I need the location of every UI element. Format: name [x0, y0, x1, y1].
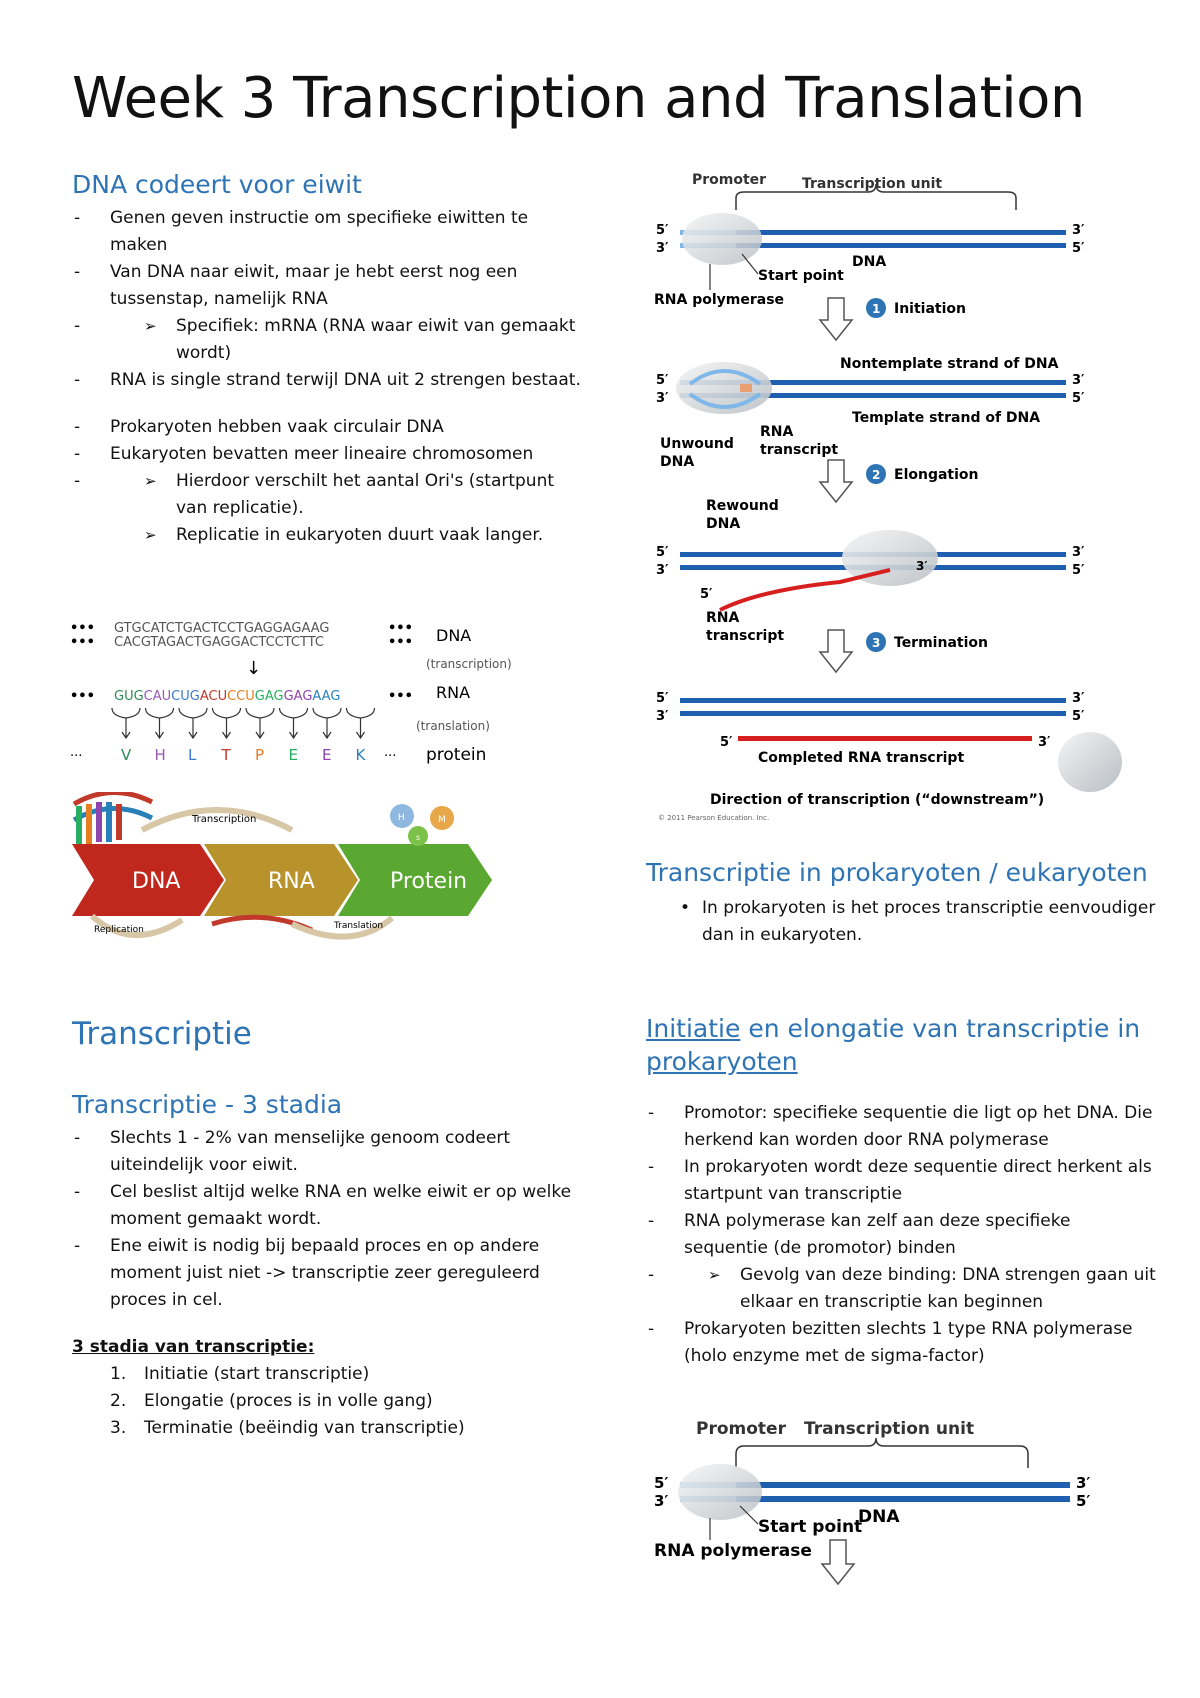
list-item: [646, 1262, 1156, 1316]
label-initiation: Initiation: [894, 301, 966, 317]
label-start-point: Start point: [758, 1517, 863, 1537]
sub-item: ➢ - Specifiek: mRNA (RNA waar eiwit van gemaakt wordt): [140, 313, 582, 367]
label-transcription: (transcription): [426, 657, 512, 671]
label-rewound-dna: DNA: [706, 516, 741, 532]
label-5prime: 5′: [1072, 241, 1085, 256]
label-5prime: 5′: [656, 223, 669, 238]
codon-brace: [112, 708, 140, 738]
brace: [736, 1438, 1028, 1468]
codon-brace: [347, 708, 375, 738]
label-5prime: 5′: [1072, 709, 1085, 724]
label-3prime: 3′: [916, 559, 928, 573]
label-transcription-unit: Transcription unit: [802, 176, 943, 192]
heading-part: en elongatie van transcriptie in: [740, 1014, 1141, 1043]
label-promoter: Promoter: [692, 172, 767, 188]
label-termination: Termination: [894, 635, 988, 651]
list-item: [72, 1415, 582, 1442]
amino-acid: E: [322, 746, 332, 764]
dna-strand: [736, 230, 1066, 235]
molecule-label-h: H: [398, 813, 405, 823]
list-item: [72, 1361, 582, 1388]
heading-part: prokaryoten: [646, 1047, 798, 1076]
label-nontemplate: Nontemplate strand of DNA: [840, 356, 1059, 372]
sub-item: ➢ - Gevolg van deze binding: DNA strengen gaan uit elkaar en transcriptie kan beginnen: [704, 1262, 1156, 1316]
rna-strand: GUGCAUCUGACUCCUGAGGAGAAG: [114, 689, 341, 704]
molecule-label-m: M: [438, 815, 446, 825]
amino-acid: T: [221, 746, 231, 764]
list-item: - Genen geven instructie om specifieke eiwitten te maken: [72, 205, 582, 259]
list-item: - In prokaryoten wordt deze sequentie direct herkent als startpunt van transcriptie: [646, 1154, 1156, 1208]
dots-aa-right: ···: [384, 749, 397, 764]
amino-acid: V: [121, 746, 132, 764]
list-item: - Eukaryoten bevatten meer lineaire chromosomen: [72, 441, 582, 468]
label-rna-polymerase: RNA polymerase: [654, 1541, 812, 1561]
dna-strand: [680, 711, 1066, 716]
label-transcription-arc: Transcription: [192, 814, 257, 825]
down-arrow-icon: [820, 460, 852, 502]
list-item: - Van DNA naar eiwit, maar je hebt eerst nog een tussenstap, namelijk RNA: [72, 259, 582, 313]
rna-polymerase: [678, 1464, 762, 1520]
codon-brace: [280, 708, 308, 738]
subheading: 3 stadia van transcriptie:: [72, 1337, 315, 1357]
step-text: Terminatie (beëindig van transcriptie): [144, 1418, 465, 1438]
down-arrow-icon: [820, 298, 852, 340]
label-replication: Replication: [94, 925, 144, 935]
label-dna: DNA: [436, 626, 472, 645]
label-translation-arc: Translation: [334, 921, 384, 931]
label-completed-rna: Completed RNA transcript: [758, 750, 965, 766]
section-dna-codeert: [72, 170, 582, 549]
section-prok-euk: [646, 856, 1156, 949]
label-5prime: 5′: [1076, 1492, 1091, 1510]
label-3prime: 3′: [1072, 223, 1085, 238]
label-5prime: 5′: [654, 1474, 669, 1492]
label-elongation: Elongation: [894, 467, 979, 483]
step-number: 2.: [110, 1391, 127, 1411]
section-heading: Transcriptie in prokaryoten / eukaryoten: [646, 858, 1148, 887]
dots-rna-left: •••: [70, 689, 95, 704]
label-unwound: Unwound: [660, 436, 734, 452]
label-rna: RNA: [436, 683, 471, 702]
codon-brace: [213, 708, 241, 738]
label-5prime: 5′: [1072, 563, 1085, 578]
copyright: © 2011 Pearson Education, Inc.: [658, 814, 770, 820]
section-heading: Transcriptie - 3 stadia: [72, 1090, 343, 1119]
rna-transcript: [720, 570, 890, 610]
list-item: [72, 468, 582, 549]
label-rna: RNA: [760, 424, 794, 440]
step-text: Elongatie (proces is in volle gang): [144, 1391, 433, 1411]
molecule-label-s: s: [416, 833, 421, 842]
dna-helix-icon: [74, 792, 152, 846]
label-transcription-unit: Transcription unit: [804, 1419, 975, 1439]
list-item: - Prokaryoten bezitten slechts 1 type RNA polymerase (holo enzyme met de sigma-factor): [646, 1316, 1156, 1370]
label-direction: Direction of transcription (“downstream”): [710, 792, 1045, 808]
list-item: [646, 895, 1156, 949]
rna-polymerase: [682, 213, 762, 265]
amino-acid: K: [355, 746, 366, 764]
label-3prime: 3′: [656, 709, 669, 724]
list-item: - Prokaryoten hebben vaak circulair DNA: [72, 414, 582, 441]
label-promoter: Promoter: [696, 1419, 786, 1439]
label-5prime: 5′: [1072, 391, 1085, 406]
label-5prime: 5′: [700, 587, 713, 602]
item-text: In prokaryoten is het proces transcriptie eenvoudiger dan in eukaryoten.: [702, 898, 1156, 945]
step-number: 1.: [110, 1364, 127, 1384]
down-arrow-icon: [822, 1540, 854, 1584]
label-5prime: 5′: [656, 691, 669, 706]
list-item: - RNA polymerase kan zelf aan deze specifieke sequentie (de promotor) binden: [646, 1208, 1156, 1262]
amino-acid: E: [288, 746, 298, 764]
label-3prime: 3′: [656, 563, 669, 578]
list-item: - Cel beslist altijd welke RNA en welke eiwit er op welke moment gemaakt wordt.: [72, 1179, 582, 1233]
section-heading: [646, 1012, 1156, 1078]
page-title: Week 3 Transcription and Translation: [72, 66, 1085, 131]
label-dna: DNA: [132, 869, 181, 894]
codon-brace: [179, 708, 207, 738]
section-transcriptie: [72, 1016, 252, 1052]
label-template: Template strand of DNA: [852, 410, 1041, 426]
list-item: - Slechts 1 - 2% van menselijke genoom codeert uiteindelijk voor eiwit.: [72, 1125, 582, 1179]
list-item: - Ene eiwit is nodig bij bepaald proces en op andere moment juist niet -> transcriptie zeer gereguleerd proces in cel.: [72, 1233, 582, 1314]
section-heading: DNA codeert voor eiwit: [72, 170, 362, 199]
label-5prime: 5′: [656, 545, 669, 560]
amino-acid: P: [255, 746, 265, 764]
section-initiatie-elongatie: [646, 1012, 1156, 1370]
label-rna-polymerase: RNA polymerase: [654, 292, 785, 308]
rna-transcript: [740, 384, 752, 392]
dots-rna-right: •••: [388, 689, 413, 704]
section-heading: Transcriptie: [72, 1016, 252, 1052]
released-polymerase: [1058, 732, 1122, 792]
step-text: Initiatie (start transcriptie): [144, 1364, 370, 1384]
label-translation: (translation): [416, 719, 490, 733]
sub-item: ➢ Replicatie in eukaryoten duurt vaak langer.: [140, 522, 582, 549]
sequence-figure: [66, 614, 526, 774]
dots-dna-right: •••: [388, 621, 413, 636]
label-3prime: 3′: [1072, 691, 1085, 706]
step-number: 3: [872, 636, 881, 650]
label-5prime: 5′: [720, 735, 733, 750]
amino-acid: H: [154, 746, 166, 764]
label-rna: RNA: [706, 610, 740, 626]
label-rna: RNA: [268, 869, 315, 894]
label-3prime: 3′: [1038, 735, 1051, 750]
label-protein: Protein: [390, 869, 468, 894]
label-dna: DNA: [858, 1507, 900, 1527]
label-3prime: 3′: [656, 241, 669, 256]
label-5prime: 5′: [656, 373, 669, 388]
brace: [736, 184, 1016, 210]
label-rewound: Rewound: [706, 498, 779, 514]
dna-strand: [736, 243, 1066, 248]
step-number: 2: [872, 468, 881, 482]
list-item: [72, 313, 582, 367]
dots-dna-right-2: •••: [388, 635, 413, 650]
sub-item: ➢ - Hierdoor verschilt het aantal Ori's (startpunt van replicatie).: [140, 468, 582, 522]
label-protein: protein: [426, 745, 487, 765]
codon-brace: [146, 708, 174, 738]
promoter-figure: [640, 1418, 1140, 1598]
label-unwound-dna: DNA: [660, 454, 695, 470]
dna-strand: [680, 698, 1066, 703]
dots-dna-left-2: •••: [70, 635, 95, 650]
label-transcript: transcript: [760, 442, 839, 458]
down-arrow: ↓: [246, 658, 262, 679]
list-item: - RNA is single strand terwijl DNA uit 2 strengen bestaat.: [72, 367, 582, 394]
list-item: - Promotor: specifieke sequentie die ligt op het DNA. Die herkend kan worden door RNA polymerase: [646, 1100, 1156, 1154]
section-3-stadia: [72, 1090, 582, 1442]
label-3prime: 3′: [1076, 1474, 1091, 1492]
list-item: [72, 1388, 582, 1415]
heading-part: Initiatie: [646, 1014, 741, 1043]
completed-rna: [738, 736, 1032, 741]
codon-brace: [246, 708, 274, 738]
transcription-stages-figure: [640, 170, 1140, 820]
label-start-point: Start point: [758, 268, 844, 284]
label-dna: DNA: [852, 254, 887, 270]
codon-brace: [313, 708, 341, 738]
bullet: •: [680, 898, 691, 918]
dna-top-strand: GTGCATCTGACTCCTGAGGAGAAG: [114, 621, 330, 636]
down-arrow-icon: [820, 630, 852, 672]
label-3prime: 3′: [656, 391, 669, 406]
dots-dna-left: •••: [70, 621, 95, 636]
dots-aa-left: ···: [70, 749, 83, 764]
dna-strand: [736, 1482, 1070, 1488]
dna-bottom-strand: CACGTAGACTGAGGACTCCTCTTC: [114, 635, 324, 650]
dna-strand: [736, 1496, 1070, 1502]
step-number: 3.: [110, 1418, 127, 1438]
label-3prime: 3′: [654, 1492, 669, 1510]
label-3prime: 3′: [1072, 373, 1085, 388]
label-3prime: 3′: [1072, 545, 1085, 560]
central-dogma-figure: [72, 792, 512, 947]
amino-acid: L: [188, 746, 197, 764]
step-number: 1: [872, 302, 881, 316]
label-transcript: transcript: [706, 628, 785, 644]
